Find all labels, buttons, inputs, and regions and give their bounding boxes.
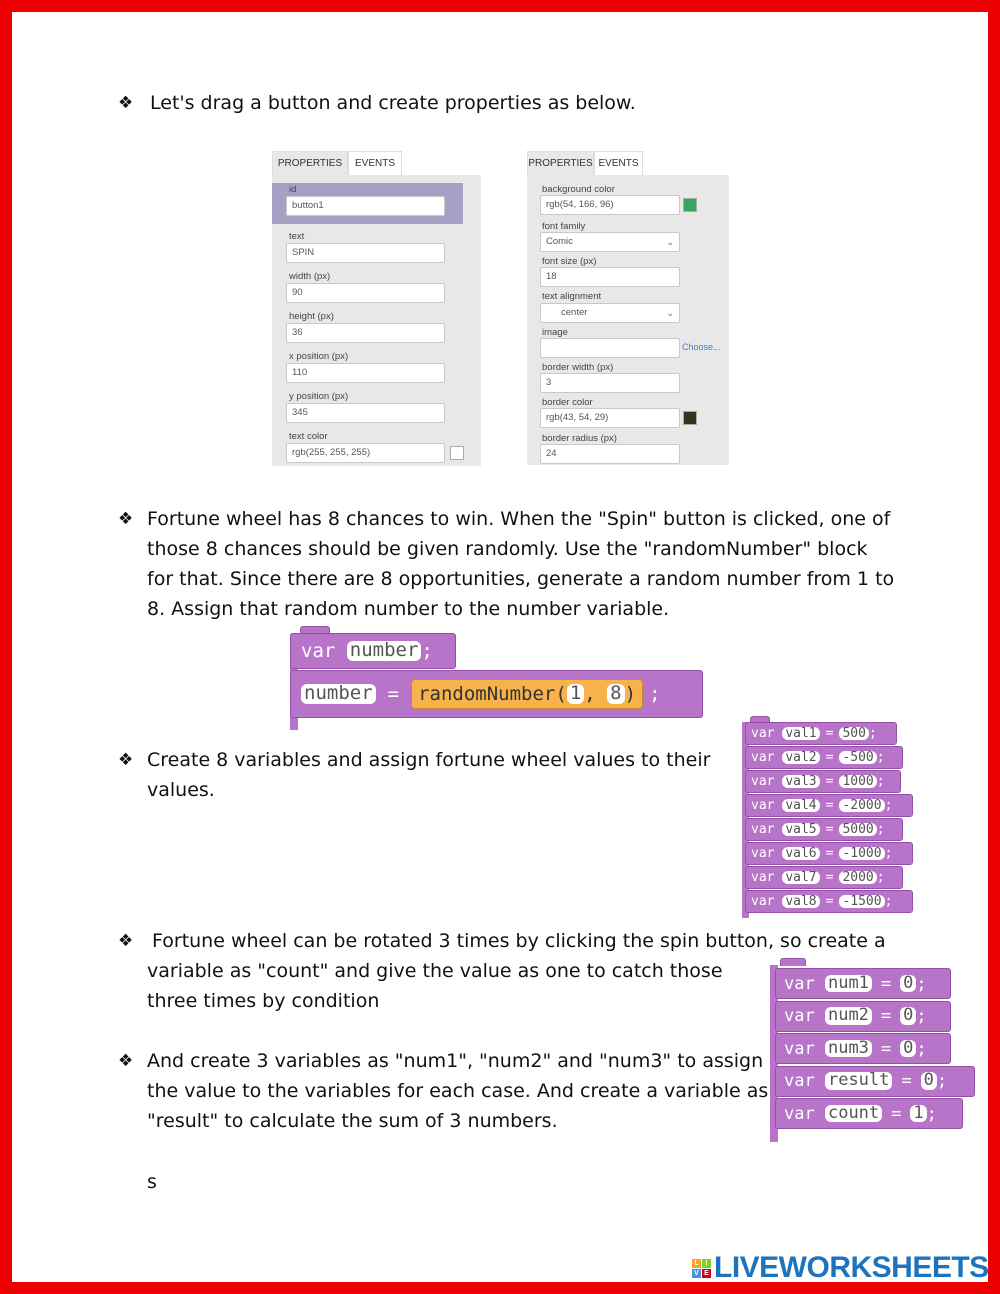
semicolon: ; xyxy=(884,798,893,813)
instruction-2-line-2: those 8 chances should be given randomly. Use the "randomNumber" block xyxy=(147,538,868,560)
border-radius-input[interactable]: 24 xyxy=(540,444,680,464)
var-val-block[interactable] xyxy=(745,818,903,841)
var-val-block[interactable] xyxy=(745,842,913,865)
field-label-image: image xyxy=(542,327,568,338)
var-val-block[interactable] xyxy=(745,746,903,769)
arg-min: 1 xyxy=(567,684,584,704)
font-family-select[interactable] xyxy=(540,232,680,252)
border-color-input[interactable]: rgb(43, 54, 29) xyxy=(540,408,680,428)
variable-name: number xyxy=(347,641,422,661)
equals-sign: = xyxy=(891,1103,902,1124)
equals-sign: = xyxy=(825,894,834,909)
variable-name: num2 xyxy=(825,1007,872,1025)
field-label-font-size: font size (px) xyxy=(542,256,597,267)
variable-value: 0 xyxy=(921,1072,937,1090)
font-size-input[interactable]: 18 xyxy=(540,267,680,287)
instruction-2-line-3: for that. Since there are 8 opportunities, generate a random number from 1 to xyxy=(147,568,895,590)
liveworksheets-logo xyxy=(692,1252,989,1284)
semicolon: ; xyxy=(884,894,893,909)
variable-name: num3 xyxy=(825,1040,872,1058)
tab-events[interactable]: EVENTS xyxy=(594,151,643,175)
bullet-icon: ❖ xyxy=(118,1051,134,1071)
var-keyword: var xyxy=(784,973,815,994)
equals-sign: = xyxy=(880,1006,892,1026)
equals-sign: = xyxy=(825,870,834,885)
semicolon: ; xyxy=(649,683,661,705)
block-notch xyxy=(780,958,806,966)
equals-sign: = xyxy=(901,1071,912,1091)
variable-name: val8 xyxy=(782,895,819,909)
variable-name: number xyxy=(301,684,376,704)
instruction-1: Let's drag a button and create properties as below. xyxy=(150,92,636,114)
variable-name: val5 xyxy=(782,823,819,837)
var-num3-block[interactable] xyxy=(775,1033,951,1064)
equals-sign: = xyxy=(825,822,834,837)
field-label-text-color: text color xyxy=(289,431,328,442)
var-keyword: var xyxy=(751,894,775,909)
random-number-block[interactable] xyxy=(411,679,643,709)
background-color-swatch[interactable] xyxy=(683,198,697,212)
instruction-4-line-2: variable as "count" and give the value as one to catch those xyxy=(147,960,723,982)
properties-panel-right xyxy=(527,151,729,465)
var-result-block[interactable] xyxy=(775,1066,975,1097)
instruction-5-line-3: "result" to calculate the sum of 3 numbers. xyxy=(147,1110,558,1132)
text-color-input[interactable]: rgb(255, 255, 255) xyxy=(286,443,445,463)
field-label-x-position: x position (px) xyxy=(289,351,349,362)
equals-sign: = xyxy=(825,750,834,765)
text-color-swatch[interactable] xyxy=(450,446,464,460)
var-keyword: var xyxy=(751,726,775,741)
border-width-input[interactable]: 3 xyxy=(540,373,680,393)
chevron-down-icon: ⌄ xyxy=(666,308,674,318)
var-val-block[interactable] xyxy=(745,770,901,793)
var-keyword: var xyxy=(784,1071,815,1091)
width-input[interactable]: 90 xyxy=(286,283,445,303)
var-count-block[interactable] xyxy=(775,1098,963,1129)
variable-name: val4 xyxy=(782,799,819,813)
panel-tabs xyxy=(272,151,481,175)
equals-sign: = xyxy=(825,726,834,741)
logo-icon-tile: L xyxy=(692,1259,701,1268)
var-keyword: var xyxy=(751,750,775,765)
image-input[interactable] xyxy=(540,338,680,358)
variable-value: 1000 xyxy=(839,775,876,789)
var-keyword: var xyxy=(751,846,775,861)
equals-sign: = xyxy=(880,973,892,994)
var-val-block[interactable] xyxy=(745,722,897,745)
equals-sign: = xyxy=(825,798,834,813)
var-keyword: var xyxy=(751,870,775,885)
semicolon: ; xyxy=(421,640,433,662)
semicolon: ; xyxy=(916,1038,927,1059)
tab-events[interactable]: EVENTS xyxy=(348,151,402,175)
equals-sign: = xyxy=(880,1038,892,1059)
background-color-input[interactable]: rgb(54, 166, 96) xyxy=(540,195,680,215)
field-label-background-color: background color xyxy=(542,184,615,195)
panel-tabs xyxy=(527,151,729,175)
var-val-block[interactable] xyxy=(745,890,913,913)
semicolon: ; xyxy=(916,973,927,994)
comma: , xyxy=(584,683,596,705)
field-label-border-color: border color xyxy=(542,397,593,408)
text-alignment-value: center xyxy=(561,307,588,318)
instruction-4-line-3: three times by condition xyxy=(147,990,380,1012)
logo-icon-tile: E xyxy=(702,1269,711,1278)
instruction-5-line-2: the value to the variables for each case. And create a variable as xyxy=(147,1080,769,1102)
bullet-icon: ❖ xyxy=(118,509,134,529)
variable-name: val3 xyxy=(782,775,819,789)
variable-value: -1000 xyxy=(839,847,884,861)
equals-sign: = xyxy=(825,846,834,861)
instruction-3-line-1: Create 8 variables and assign fortune wheel values to their xyxy=(147,749,711,771)
field-label-height: height (px) xyxy=(289,311,334,322)
logo-icon-tile: I xyxy=(702,1259,711,1268)
variable-value: 0 xyxy=(900,975,916,993)
var-keyword: var xyxy=(751,822,775,837)
id-input[interactable]: button1 xyxy=(286,196,445,216)
field-label-text-alignment: text alignment xyxy=(542,291,602,302)
text-input[interactable]: SPIN xyxy=(286,243,445,263)
bullet-icon: ❖ xyxy=(118,93,134,113)
var-keyword: var xyxy=(784,1103,815,1124)
field-label-text: text xyxy=(289,231,305,242)
semicolon: ; xyxy=(936,1071,948,1091)
arg-max: 8 xyxy=(607,684,624,704)
var-keyword: var xyxy=(784,1038,815,1059)
semicolon: ; xyxy=(876,750,885,765)
field-label-y-position: y position (px) xyxy=(289,391,349,402)
function-name: randomNumber( xyxy=(418,683,567,705)
close-paren: ) xyxy=(624,683,637,705)
var-num1-block[interactable] xyxy=(775,968,951,999)
instruction-2-line-4: 8. Assign that random number to the number variable. xyxy=(147,598,670,620)
var-val-block[interactable] xyxy=(745,794,913,817)
stray-letter: s xyxy=(147,1171,157,1193)
semicolon: ; xyxy=(876,774,885,789)
equals-sign: = xyxy=(825,774,834,789)
var-num2-block[interactable] xyxy=(775,1001,951,1032)
semicolon: ; xyxy=(868,726,877,741)
variable-value: 0 xyxy=(900,1007,916,1025)
border-color-swatch[interactable] xyxy=(683,411,697,425)
field-label-border-width: border width (px) xyxy=(542,362,614,373)
var-keyword: var xyxy=(784,1006,815,1026)
var-keyword: var xyxy=(301,640,336,662)
semicolon: ; xyxy=(916,1006,927,1026)
field-label-font-family: font family xyxy=(542,221,586,232)
instruction-3-line-2: values. xyxy=(147,779,215,801)
equals-sign: = xyxy=(387,683,400,705)
variable-name: val1 xyxy=(782,727,819,741)
variable-name: val2 xyxy=(782,751,819,765)
semicolon: ; xyxy=(884,846,893,861)
instruction-5-line-1: And create 3 variables as "num1", "num2" and "num3" to assign xyxy=(147,1050,764,1072)
variable-value: 0 xyxy=(900,1040,916,1058)
y-position-input[interactable]: 345 xyxy=(286,403,445,423)
instruction-2-line-1: Fortune wheel has 8 chances to win. When the "Spin" button is clicked, one of xyxy=(147,508,891,530)
properties-panel-left xyxy=(272,151,481,466)
variable-value: 2000 xyxy=(839,871,876,885)
semicolon: ; xyxy=(876,870,885,885)
bullet-icon: ❖ xyxy=(118,931,134,951)
logo-icon-tile: V xyxy=(692,1269,701,1278)
variable-name: num1 xyxy=(825,975,872,993)
variable-name: val7 xyxy=(782,871,819,885)
var-keyword: var xyxy=(751,774,775,789)
var-val-block[interactable] xyxy=(745,866,903,889)
variable-name: val6 xyxy=(782,847,819,861)
instruction-4-line-1: Fortune wheel can be rotated 3 times by clicking the spin button, so create a xyxy=(152,930,886,952)
variable-value: 5000 xyxy=(839,823,876,837)
assign-random-block[interactable] xyxy=(290,670,703,718)
variable-value: -1500 xyxy=(839,895,884,909)
var-number-block[interactable] xyxy=(290,633,456,669)
field-label-border-radius: border radius (px) xyxy=(542,433,617,444)
var-keyword: var xyxy=(751,798,775,813)
variable-name: count xyxy=(825,1105,882,1123)
variable-name: result xyxy=(825,1072,892,1090)
tab-properties[interactable]: PROPERTIES xyxy=(527,151,594,175)
logo-icon xyxy=(692,1259,711,1278)
variable-value: -2000 xyxy=(839,799,884,813)
text-alignment-select[interactable] xyxy=(540,303,680,323)
x-position-input[interactable]: 110 xyxy=(286,363,445,383)
chevron-down-icon: ⌄ xyxy=(666,237,674,247)
variable-value: 1 xyxy=(910,1105,926,1123)
semicolon: ; xyxy=(876,822,885,837)
font-family-value: Comic xyxy=(546,236,573,247)
semicolon: ; xyxy=(926,1103,937,1124)
field-label-id: id xyxy=(289,184,297,195)
choose-image-link[interactable]: Choose... xyxy=(682,342,721,352)
field-label-width: width (px) xyxy=(289,271,331,282)
variable-value: -500 xyxy=(839,751,876,765)
variable-value: 500 xyxy=(839,727,868,741)
height-input[interactable]: 36 xyxy=(286,323,445,343)
tab-properties[interactable]: PROPERTIES xyxy=(272,151,348,175)
bullet-icon: ❖ xyxy=(118,750,134,770)
logo-text: LIVEWORKSHEETS xyxy=(714,1251,989,1284)
